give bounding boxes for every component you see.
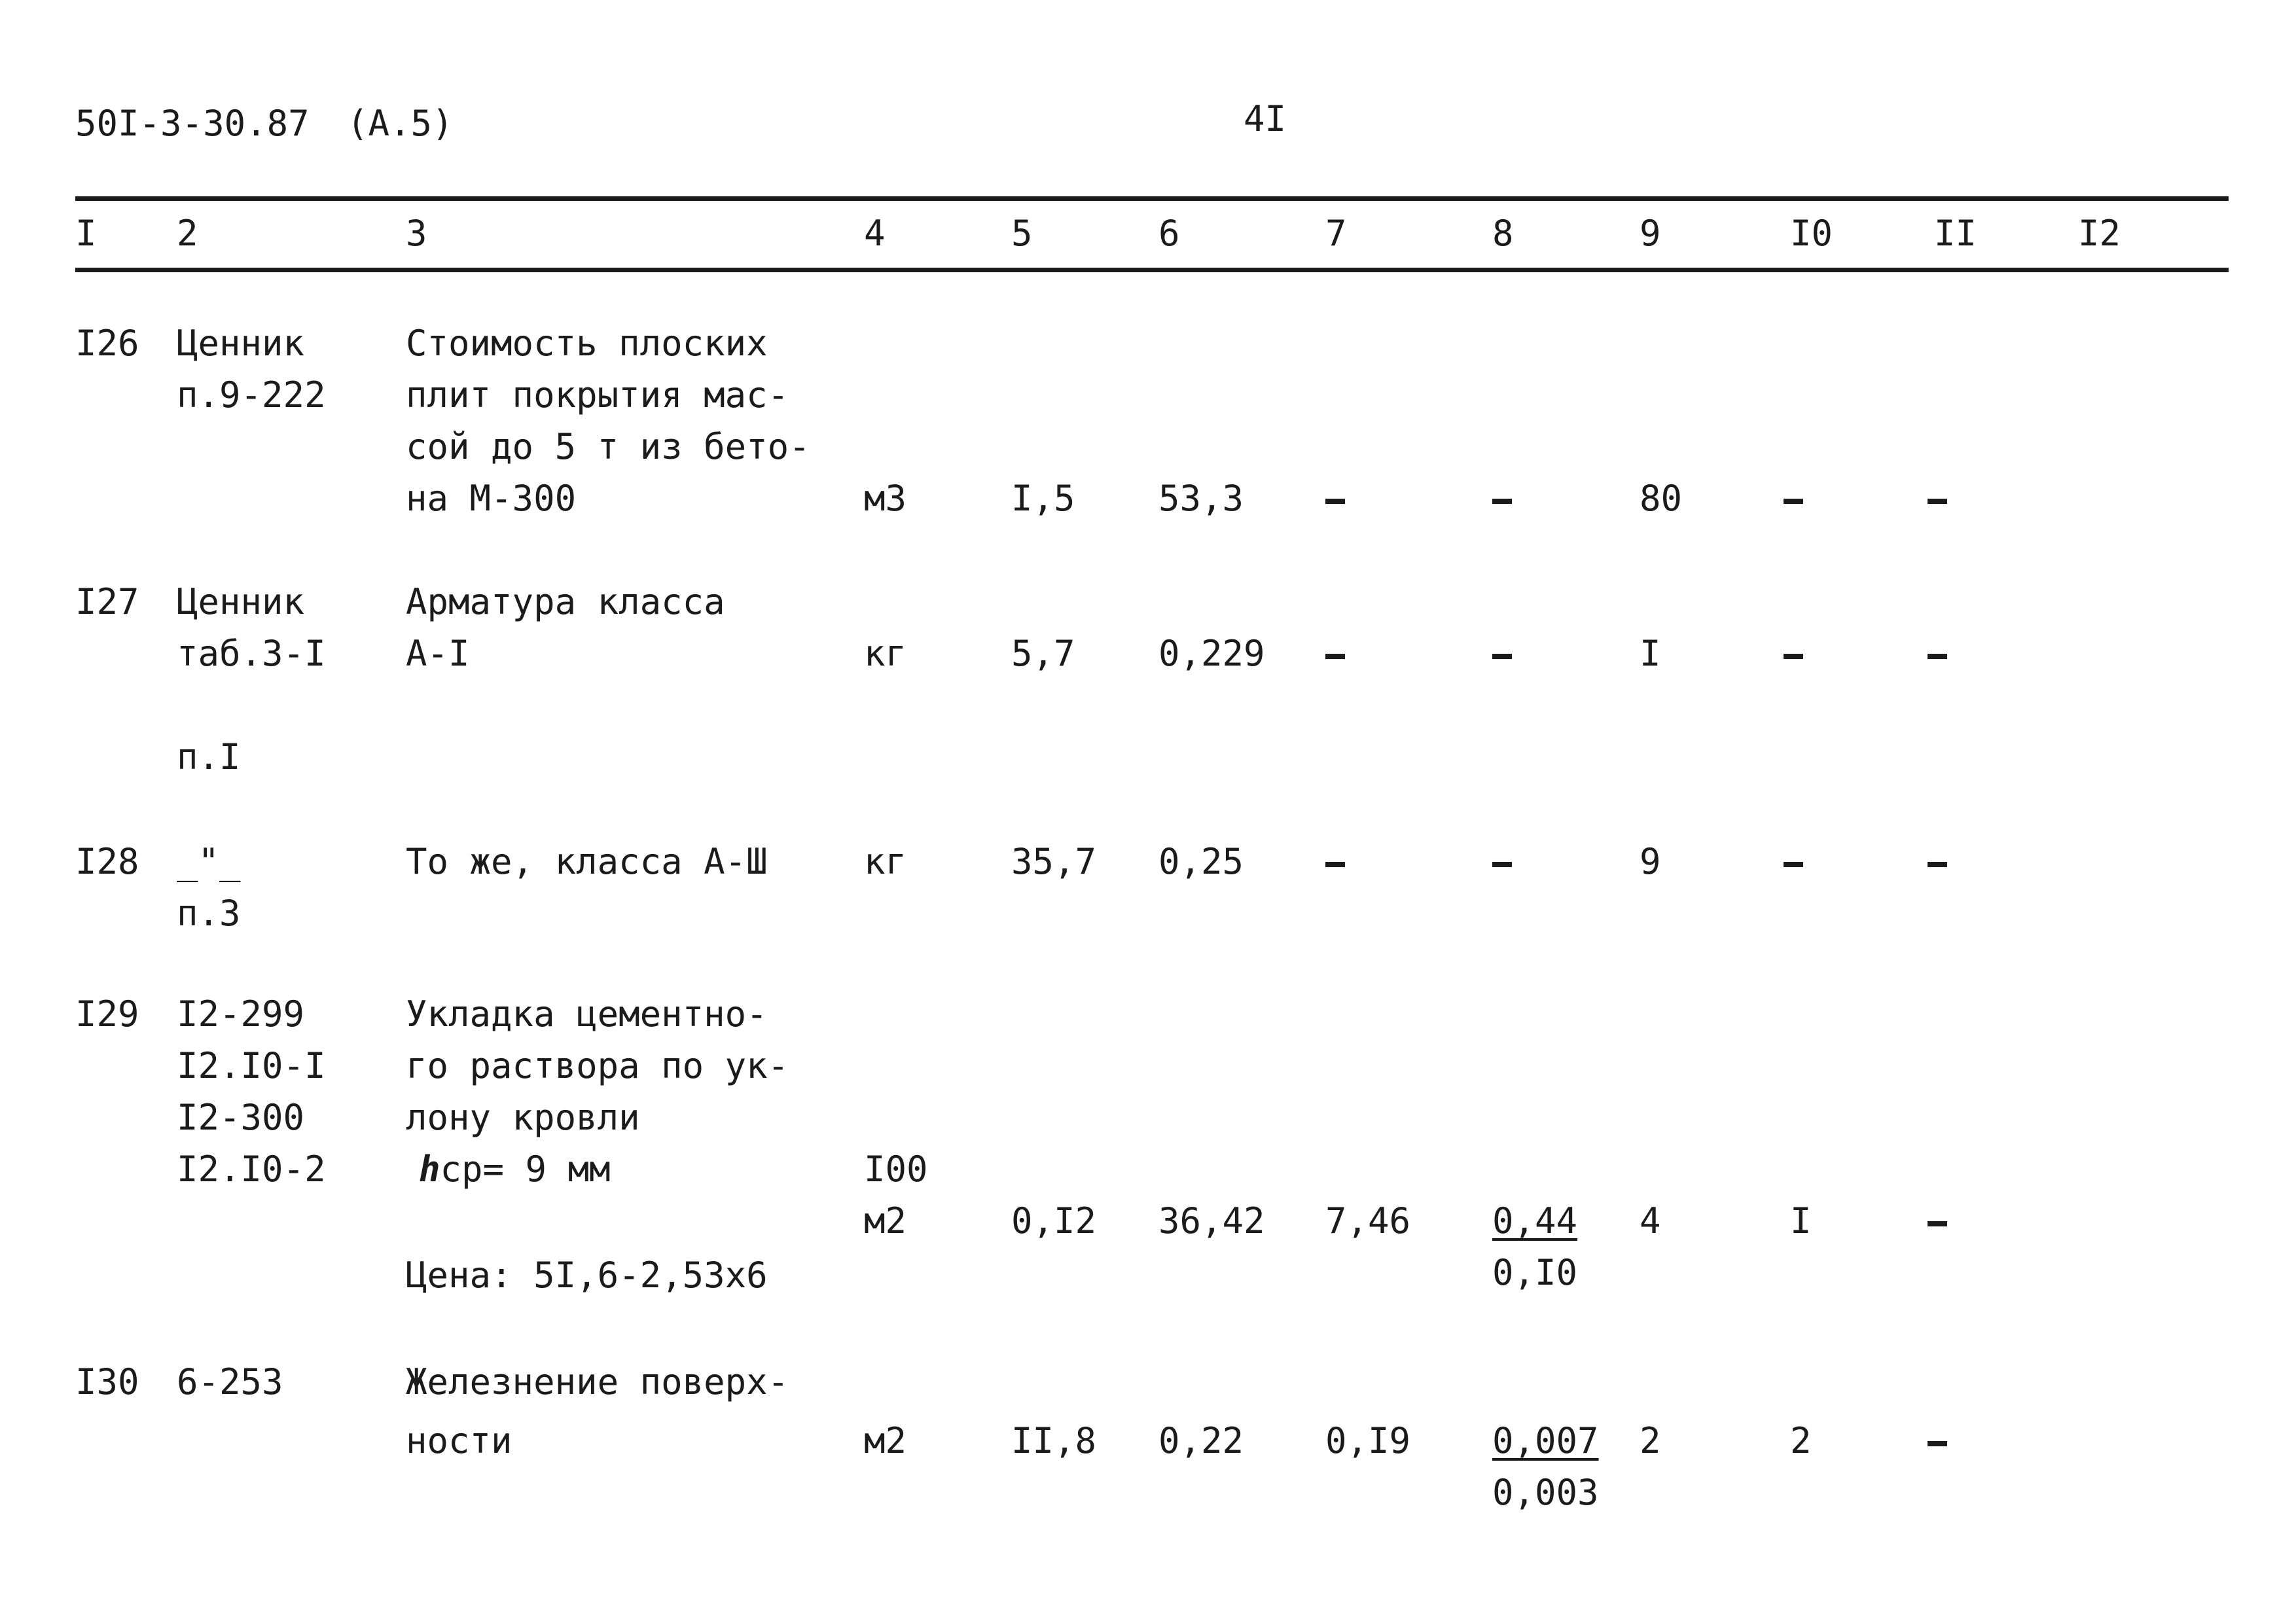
row-reference: _"_ bbox=[177, 841, 241, 882]
row-reference: п.3 bbox=[177, 893, 241, 934]
row-col9: 80 bbox=[1640, 478, 1683, 519]
column-header: II bbox=[1934, 213, 1977, 254]
row-col8-numerator: 0,007 bbox=[1492, 1420, 1599, 1461]
row-unit-price: 36,42 bbox=[1158, 1200, 1265, 1241]
row-col7: 0,I9 bbox=[1325, 1420, 1411, 1461]
price-formula-note: Цена: 5I,6-2,53х6 bbox=[406, 1255, 768, 1296]
table-header-rule bbox=[75, 268, 2229, 272]
empty-cell-dash bbox=[1928, 1221, 1947, 1226]
row-unit-price: 53,3 bbox=[1158, 478, 1244, 519]
row-description: Железнение поверх- bbox=[406, 1361, 789, 1402]
row-col9: 4 bbox=[1640, 1200, 1661, 1241]
column-header: 2 bbox=[177, 213, 198, 254]
row-reference: таб.3-I bbox=[177, 633, 326, 674]
row-unit: м2 bbox=[864, 1200, 907, 1241]
row-number: I29 bbox=[75, 993, 139, 1035]
page-number: 4I bbox=[1244, 98, 1287, 139]
height-symbol: h bbox=[419, 1149, 440, 1190]
empty-cell-dash bbox=[1492, 862, 1512, 867]
empty-cell-dash bbox=[1784, 654, 1803, 659]
row-unit: кг bbox=[864, 633, 907, 674]
row-reference: п.I bbox=[177, 736, 241, 777]
empty-cell-dash bbox=[1492, 654, 1512, 659]
document-code: 50I-3-30.87 bbox=[75, 103, 310, 144]
row-description: Арматура класса bbox=[406, 581, 725, 622]
row-unit: кг bbox=[864, 841, 907, 882]
row-number: I27 bbox=[75, 581, 139, 622]
column-header: 5 bbox=[1011, 213, 1033, 254]
table-top-rule bbox=[75, 196, 2229, 201]
row-description: плит покрытия мас- bbox=[406, 374, 789, 416]
row-unit: м2 bbox=[864, 1420, 907, 1461]
row-unit: I00 bbox=[864, 1149, 928, 1190]
row-quantity: 0,I2 bbox=[1011, 1200, 1097, 1241]
row-col9: 2 bbox=[1640, 1420, 1661, 1461]
row-quantity: II,8 bbox=[1011, 1420, 1097, 1461]
row-reference: I2-300 bbox=[177, 1097, 305, 1138]
album-label: (А.5) bbox=[347, 103, 454, 144]
row-col8-denominator: 0,003 bbox=[1492, 1472, 1599, 1513]
empty-cell-dash bbox=[1784, 862, 1803, 867]
row-description: То же, класса А-Ш bbox=[406, 841, 768, 882]
column-header: 7 bbox=[1325, 213, 1347, 254]
row-col9: I bbox=[1640, 633, 1661, 674]
row-number: I26 bbox=[75, 323, 139, 364]
column-header: 3 bbox=[406, 213, 427, 254]
column-header: 9 bbox=[1640, 213, 1661, 254]
row-reference: п.9-222 bbox=[177, 374, 326, 416]
row-reference: Ценник bbox=[177, 323, 305, 364]
row-reference: Ценник bbox=[177, 581, 305, 622]
empty-cell-dash bbox=[1928, 862, 1947, 867]
row-unit-price: 0,25 bbox=[1158, 841, 1244, 882]
row-reference: 6-253 bbox=[177, 1361, 283, 1402]
row-quantity: I,5 bbox=[1011, 478, 1075, 519]
row-reference: I2-299 bbox=[177, 993, 305, 1035]
row-description bbox=[419, 1149, 611, 1190]
row-description: ности bbox=[406, 1420, 512, 1461]
row-reference: I2.I0-I bbox=[177, 1045, 326, 1086]
empty-cell-dash bbox=[1325, 654, 1345, 659]
row-description: Укладка цементно- bbox=[406, 993, 768, 1035]
empty-cell-dash bbox=[1325, 862, 1345, 867]
row-reference: I2.I0-2 bbox=[177, 1149, 326, 1190]
row-col9: 9 bbox=[1640, 841, 1661, 882]
row-description: лону кровли bbox=[406, 1097, 640, 1138]
row-unit: м3 bbox=[864, 478, 907, 519]
row-unit-price: 0,22 bbox=[1158, 1420, 1244, 1461]
empty-cell-dash bbox=[1928, 499, 1947, 504]
row-col8-numerator: 0,44 bbox=[1492, 1200, 1578, 1241]
row-col8-denominator: 0,I0 bbox=[1492, 1252, 1578, 1293]
row-col7: 7,46 bbox=[1325, 1200, 1411, 1241]
row-col10: 2 bbox=[1790, 1420, 1812, 1461]
empty-cell-dash bbox=[1928, 654, 1947, 659]
row-number: I28 bbox=[75, 841, 139, 882]
row-number: I30 bbox=[75, 1361, 139, 1402]
empty-cell-dash bbox=[1784, 499, 1803, 504]
row-quantity: 5,7 bbox=[1011, 633, 1075, 674]
column-header: I0 bbox=[1790, 213, 1833, 254]
row-description: го раствора по ук- bbox=[406, 1045, 789, 1086]
row-quantity: 35,7 bbox=[1011, 841, 1097, 882]
column-header: I2 bbox=[2078, 213, 2121, 254]
empty-cell-dash bbox=[1928, 1441, 1947, 1446]
height-value: ср= 9 мм bbox=[440, 1149, 611, 1190]
column-header: 4 bbox=[864, 213, 886, 254]
row-unit-price: 0,229 bbox=[1158, 633, 1265, 674]
empty-cell-dash bbox=[1492, 499, 1512, 504]
column-header: 8 bbox=[1492, 213, 1514, 254]
row-description: сой до 5 т из бето- bbox=[406, 426, 810, 467]
empty-cell-dash bbox=[1325, 499, 1345, 504]
row-description: на М-300 bbox=[406, 478, 577, 519]
row-description: А-I bbox=[406, 633, 470, 674]
column-header: I bbox=[75, 213, 97, 254]
column-header: 6 bbox=[1158, 213, 1180, 254]
row-description: Стоимость плоских bbox=[406, 323, 768, 364]
row-col10: I bbox=[1790, 1200, 1812, 1241]
